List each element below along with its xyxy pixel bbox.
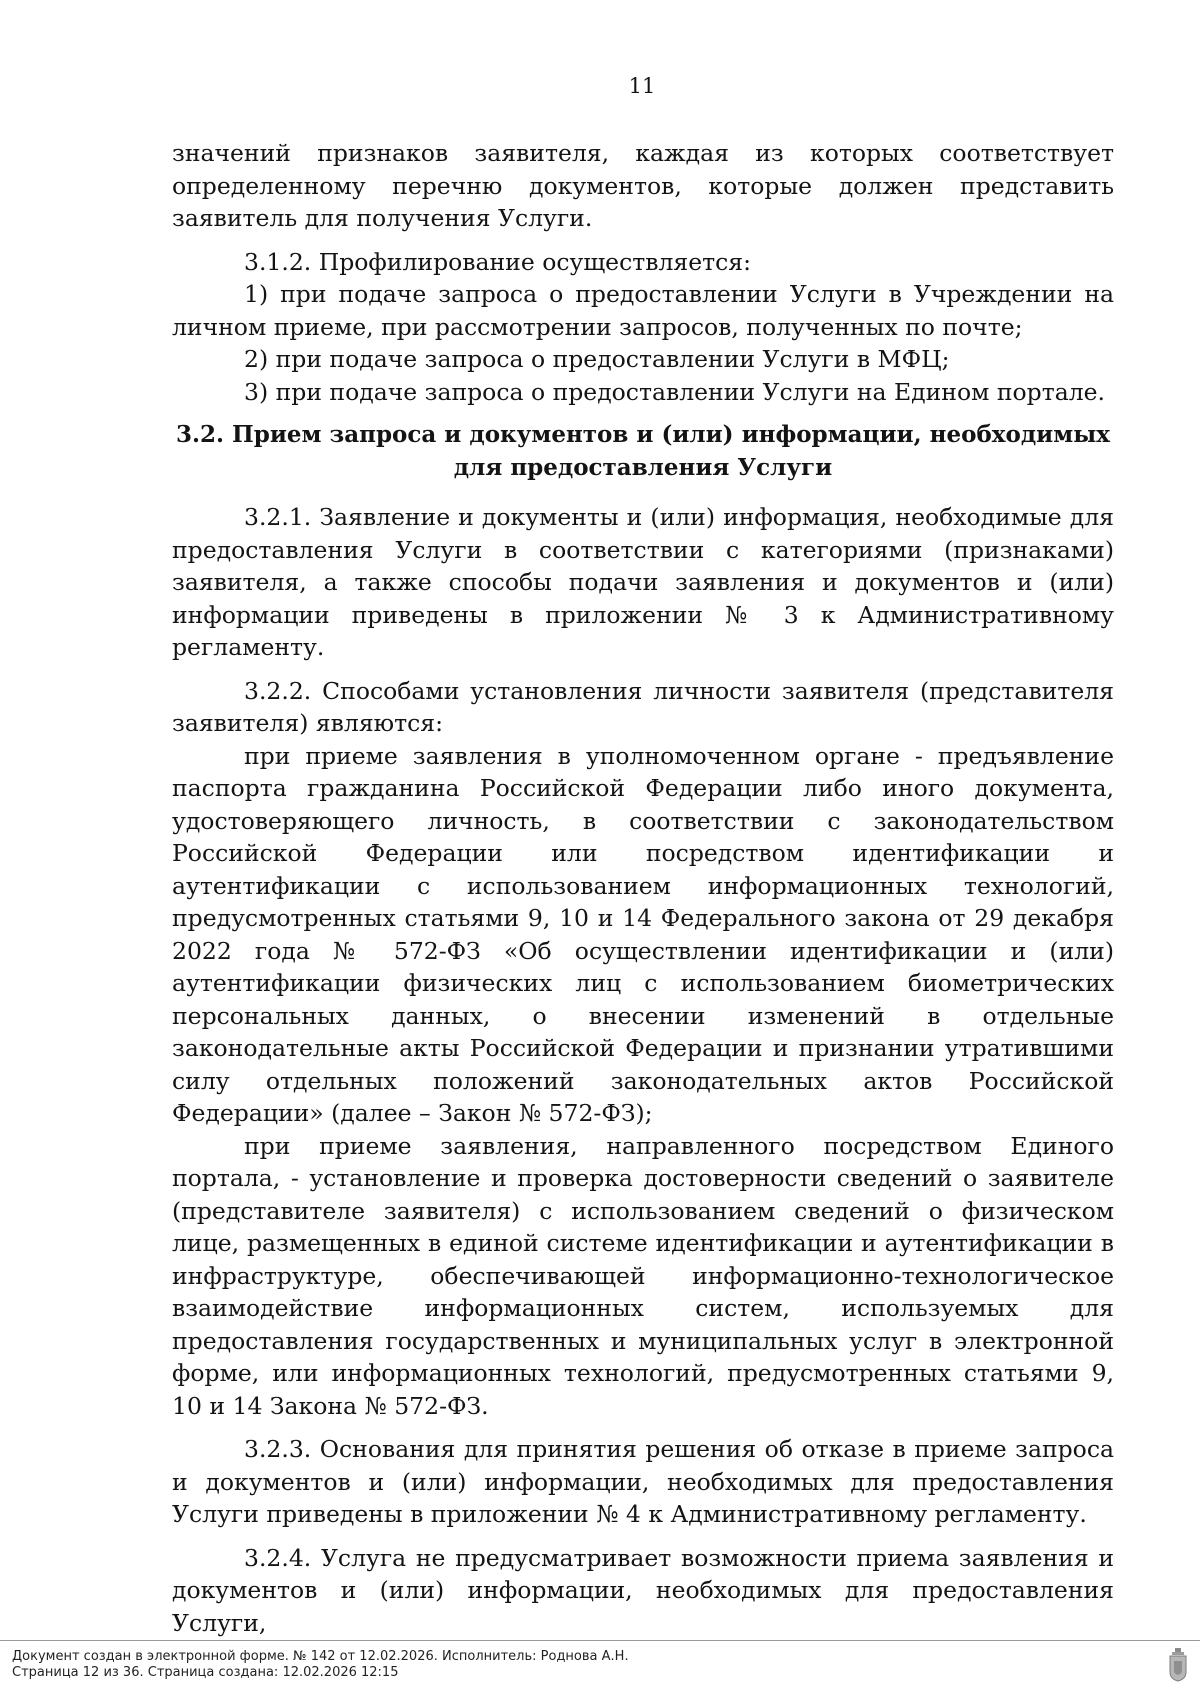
paragraph-3-2-2: 3.2.2. Способами установления личности заявителя (представителя заявителя) являются: [172,676,1114,737]
paragraph-3-2-4: 3.2.4. Услуга не предусматривает возможности приема заявления и документов и (или) информации, необходимых для предоставления Услуги, [172,1543,1114,1637]
section-heading-3-2: 3.2. Прием запроса и документов и (или) информации, необходимых для предоставления Услуги [176,421,1110,481]
list-item-2: 2) при подаче запроса о предоставлении Услуги в МФЦ; [244,345,950,373]
list-item-3: 3) при подаче запроса о предоставлении Услуги на Едином портале. [244,377,1106,406]
paragraph-3-2-1: 3.2.1. Заявление и документы и (или) информация, необходимые для предоставления Услуги в соответствии с категориями (признаками) заявителя, а также способы подачи заявления и документов и (или) информации приведены в приложении № 3 к Административному регламенту. [172,503,1114,661]
footer-line-page: Страница 12 из 36. Страница создана: 12.02.2026 12:15 [12,1665,399,1680]
paragraph-continuation: значений признаков заявителя, каждая из которых соответствует определенному перечню документов, которые должен представить заявитель для получения Услуги. [172,139,1114,232]
list-item-1: 1) при подаче запроса о предоставлении Услуги в Учреждении на личном приеме, при рассмотрении запросов, полученных по почте; [172,280,1114,341]
coat-of-arms-icon [1168,1648,1188,1682]
footer-text [12,1649,629,1681]
footer-line-document: Документ создан в электронной форме. № 142 от 12.02.2026. Исполнитель: Роднова А.Н. [12,1649,629,1664]
document-body [172,137,1114,1639]
paragraph-3-2-3: 3.2.3. Основания для принятия решения об отказе в приеме запроса и документов и (или) информации, необходимых для предоставления Услуги приведены в приложении № 4 к Административному регламенту. [172,1435,1114,1528]
paragraph-identity-portal: при приеме заявления, направленного посредством Единого портала, - установление и проверка достоверности сведений о заявителе (представителе заявителя) с использованием сведений о физическом лице, размещенных в единой системе идентификации и аутентификации в инфраструктуре, обеспечивающей информационно-технологическое взаимодействие информационных систем, используемых для предоставления государственных и муниципальных услуг в электронной форме, или информационных технологий, предусмотренных статьями 9, 10 и 14 Закона № 572-ФЗ. [172,1131,1114,1420]
paragraph-3-1-2: 3.1.2. Профилирование осуществляется: [244,247,752,276]
document-footer [0,1640,1200,1699]
paragraph-identity-in-person: при приеме заявления в уполномоченном органе - предъявление паспорта гражданина Российской Федерации либо иного документа, удостоверяющего личность, в соответствии с законодательством Российской Федерации или посредством идентификации и аутентификации с использованием информационных технологий, предусмотренных статьями 9, 10 и 14 Федерального закона от 29 декабря 2022 года № 572-ФЗ «Об осуществлении идентификации и (или) аутентификации физических лиц с использованием биометрических персональных данных, о внесении изменений в отдельные законодательные акты Российской Федерации и признании утратившими силу отдельных положений законодательных актов Российской Федерации» (далее – Закон № 572-ФЗ); [172,741,1114,1127]
page-number: 11 [628,74,656,98]
